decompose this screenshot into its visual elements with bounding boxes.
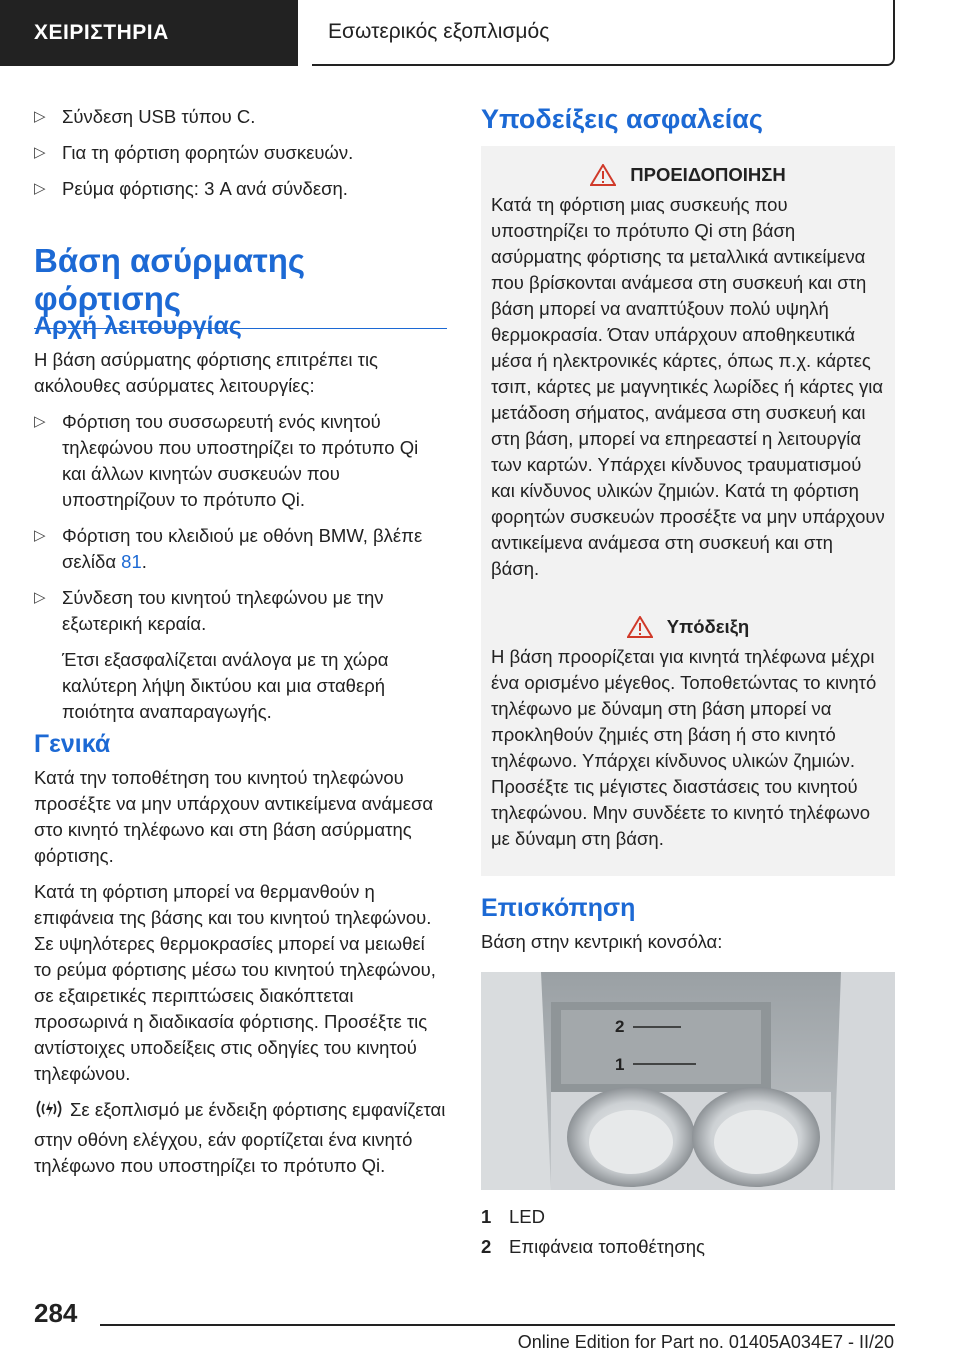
notice-text: Η βάση προορίζεται για κινητά τηλέφωνα μέχρι ένα ορισμένο μέγεθος. Τοποθετώντας το κινητό τηλέφωνο με δύναμη στη βάση μπορεί να προκληθούν ζημιές στη βάση ή στο κινητό τηλέφωνο. Υπάρχει κίνδυνος υλικών ζημιών. Προσέξτε τις μέγιστες διαστάσεις του κινητού τηλεφώνου. Μην συνδέετε το κινητό τηλέφωνο με δύναμη στη βάση. [491, 646, 877, 849]
paragraph: Σε εξοπλισμό με ένδειξη φόρτισης εμφανίζεται στην οθόνη ελέγχου, εάν φορτίζεται ένα κινητό τηλέφωνο που υποστηρίζει το πρότυπο Qi. [34, 1099, 446, 1176]
list-item: ▷ Σύνδεση USB τύπου C. [34, 104, 447, 130]
principle-section [34, 312, 447, 735]
header-chapter-title: Εσωτερικός εξοπλισμός [328, 20, 550, 43]
warning-triangle-icon [590, 164, 616, 186]
triangle-bullet-icon: ▷ [34, 589, 46, 606]
warning-box [481, 146, 895, 614]
subsection-heading: Αρχή λειτουργίας [34, 312, 242, 340]
notice-header [491, 616, 885, 638]
charging-tray-figure [481, 972, 895, 1190]
paragraph: Κατά την τοποθέτηση του κινητού τηλεφώνου προσέξτε να μην υπάρχουν αντικείμενα ανάμεσα στο κινητό τηλέφωνο και στη βάση ασύρματης φόρτισης. [34, 767, 434, 866]
callout-label: 2 [615, 1017, 625, 1036]
notice-label: Υπόδειξη [666, 616, 750, 637]
list-item: ▷ Για τη φόρτιση φορητών συσκευών. [34, 140, 447, 166]
paragraph: Η βάση ασύρματης φόρτισης επιτρέπει τις ακόλουθες ασύρματες λειτουργίες: [34, 349, 378, 396]
usb-bullet-list [34, 104, 447, 202]
footer-edition: Online Edition for Part no. 01405A034E7 - II/20 [517, 1332, 894, 1352]
subsection-heading: Γενικά [34, 730, 111, 758]
subsection-heading: Επισκόπηση [481, 894, 636, 922]
triangle-bullet-icon: ▷ [34, 413, 46, 430]
triangle-bullet-icon: ▷ [34, 527, 46, 544]
warning-header [491, 164, 885, 186]
section-heading: Βάση ασύρματης φόρτισης [34, 242, 447, 329]
notice-box [481, 598, 895, 876]
page-number: 284 [34, 1298, 78, 1328]
warning-label: ΠΡΟΕΙΔΟΠΟΙΗΣΗ [630, 164, 786, 185]
header-section-title: ΧΕΙΡΙΣΤΗΡΙΑ [34, 21, 169, 44]
figure-legend [481, 1202, 895, 1262]
footer-divider [100, 1324, 895, 1326]
list-item: ▷ Φόρτιση του κλειδιού με οθόνη BMW, βλέπε σελίδα 81. [34, 525, 423, 572]
callout-label: 1 [615, 1055, 625, 1074]
triangle-bullet-icon: ▷ [34, 144, 46, 161]
notice-triangle-icon [627, 616, 653, 638]
page-link[interactable]: 81 [121, 551, 142, 572]
section-heading: Υποδείξεις ασφαλείας [481, 104, 763, 134]
general-section [34, 730, 447, 1189]
wireless-charging-indicator-icon [34, 1098, 64, 1127]
list-item: ▷ Φόρτιση του συσσωρευτή ενός κινητού τηλεφώνου που υποστηρίζει το πρότυπο Qi και άλλων κινητών συσκευών που υποστηρίζουν το πρότυπο Qi. [34, 411, 419, 510]
left-column [34, 104, 447, 212]
paragraph: Κατά τη φόρτιση μπορεί να θερμανθούν η επιφάνεια της βάσης και του κινητού τηλεφώνου. Σε υψηλότερες θερμοκρασίες μπορεί να μειωθεί το ρεύμα φόρτισης μέσω του κινητού τηλεφώνου, σε εξαιρετικές περιπτώσεις διακόπτεται προσωρινά η διαδικασία φόρτισης. Προσέξτε τις αντίστοιχες υποδείξεις στις οδηγίες του κινητού τηλεφώνου. [34, 881, 436, 1084]
legend-item: 1 LED [481, 1206, 545, 1227]
bullet-subtext: Έτσι εξασφαλίζεται ανάλογα με τη χώρα καλύτερη λήψη δικτύου και μια σταθερή ποιότητα αναπαραγωγής. [62, 649, 389, 722]
triangle-bullet-icon: ▷ [34, 108, 46, 125]
safety-section [481, 104, 895, 135]
feature-bullet-list [34, 409, 447, 637]
list-item: ▷ Ρεύμα φόρτισης: 3 A ανά σύνδεση. [34, 176, 447, 202]
header-section-tab [0, 0, 298, 66]
triangle-bullet-icon: ▷ [34, 180, 46, 197]
header-chapter-tab [312, 0, 895, 66]
legend-item: 2 Επιφάνεια τοποθέτησης [481, 1236, 705, 1257]
warning-text: Κατά τη φόρτιση μιας συσκευής που υποστηρίζει το πρότυπο Qi στη βάση ασύρματης φόρτισης τα μεταλλικά αντικείμενα που βρίσκονται ανάμεσα στη συσκευή και στη βάση μπορεί να αναπτύξουν πολύ υψηλή θερμοκρασία. Όταν υπάρχουν αποθηκευτικά μέσα ή ηλεκτρονικές κάρτες, όπως π.χ. κάρτες τσιπ, κάρτες με μαγνητικές λωρίδες ή κάρτες για μετάδοση σήματος, ανάμεσα στη συσκευή και στη βάση, μπορεί να επηρεαστεί η λειτουργία των καρτών. Υπάρχει κίνδυνος τραυματισμού και κίνδυνος υλικών ζημιών. Κατά τη φόρτιση φορητών συσκευών προσέξτε να μην υπάρχουν αντικείμενα ανάμεσα στη συσκευή και στη βάση. [491, 194, 885, 579]
list-item: ▷ Σύνδεση του κινητού τηλεφώνου με την εξωτερική κεραία. [34, 587, 384, 634]
figure-caption: Βάση στην κεντρική κονσόλα: [481, 931, 723, 952]
overview-section [481, 894, 895, 965]
